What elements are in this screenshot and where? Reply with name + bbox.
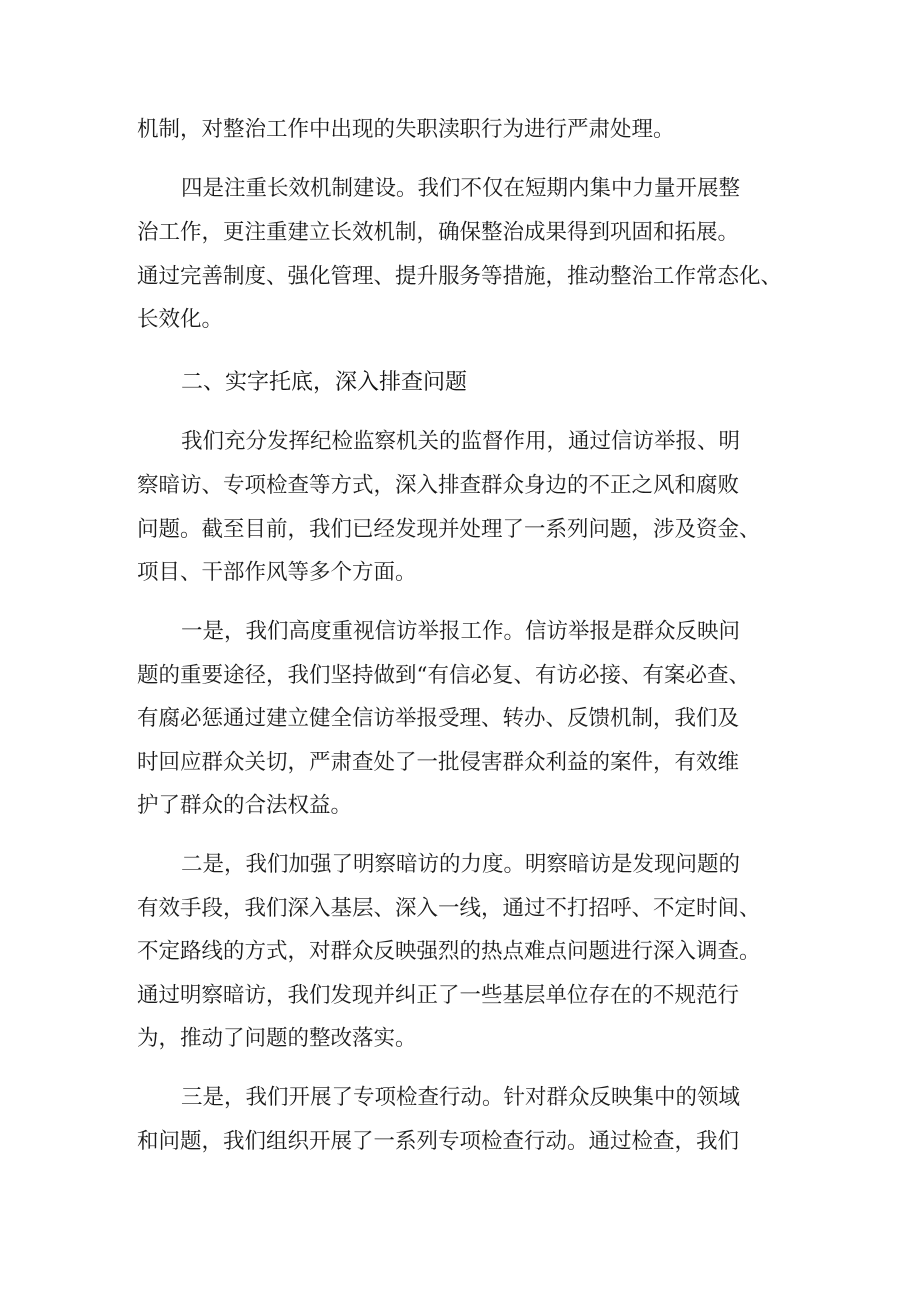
body-line: 察暗访、专项检查等方式，深入排查群众身边的不正之风和腐败 xyxy=(137,473,740,498)
body-line: 有腐必惩通过建立健全信访举报受理、转办、反馈机制，我们及 xyxy=(137,706,740,731)
paragraph-first-line: 一是，我们高度重视信访举报工作。信访举报是群众反映问 xyxy=(181,619,741,644)
body-line: 通过完善制度、强化管理、提升服务等措施，推动整治工作常态化、 xyxy=(137,264,783,289)
body-line: 通过明察暗访，我们发现并纠正了一些基层单位存在的不规范行 xyxy=(137,983,740,1008)
body-line: 项目、干部作风等多个方面。 xyxy=(137,560,417,585)
body-line: 题的重要途径，我们坚持做到“有信必复、有访必接、有案必查、 xyxy=(137,663,750,688)
paragraph-first-line: 我们充分发挥纪检监察机关的监督作用，通过信访举报、明 xyxy=(181,429,741,454)
paragraph-first-line: 四是注重长效机制建设。我们不仅在短期内集中力量开展整 xyxy=(181,176,741,201)
body-line: 和问题，我们组织开展了一系列专项检查行动。通过检查，我们 xyxy=(137,1129,740,1154)
body-line: 不定路线的方式，对群众反映强烈的热点难点问题进行深入调查。 xyxy=(137,939,761,964)
body-line: 护了群众的合法权益。 xyxy=(137,793,353,818)
body-line: 治工作，更注重建立长效机制，确保整治成果得到巩固和拓展。 xyxy=(137,220,740,245)
section-heading: 二、实字托底，深入排查问题 xyxy=(181,370,468,395)
body-line: 为，推动了问题的整改落实。 xyxy=(137,1026,417,1051)
paragraph-first-line: 三是，我们开展了专项检查行动。针对群众反映集中的领域 xyxy=(181,1085,741,1110)
body-line: 问题。截至目前，我们已经发现并处理了一系列问题，涉及资金、 xyxy=(137,517,761,542)
body-line: 长效化。 xyxy=(137,307,224,332)
body-line: 时回应群众关切，严肃查处了一批侵害群众利益的案件，有效维 xyxy=(137,750,740,775)
body-line: 有效手段，我们深入基层、深入一线，通过不打招呼、不定时间、 xyxy=(137,896,761,921)
paragraph-first-line: 二是，我们加强了明察暗访的力度。明察暗访是发现问题的 xyxy=(181,852,741,877)
body-line: 机制，对整治工作中出现的失职渎职行为进行严肃处理。 xyxy=(137,117,675,142)
